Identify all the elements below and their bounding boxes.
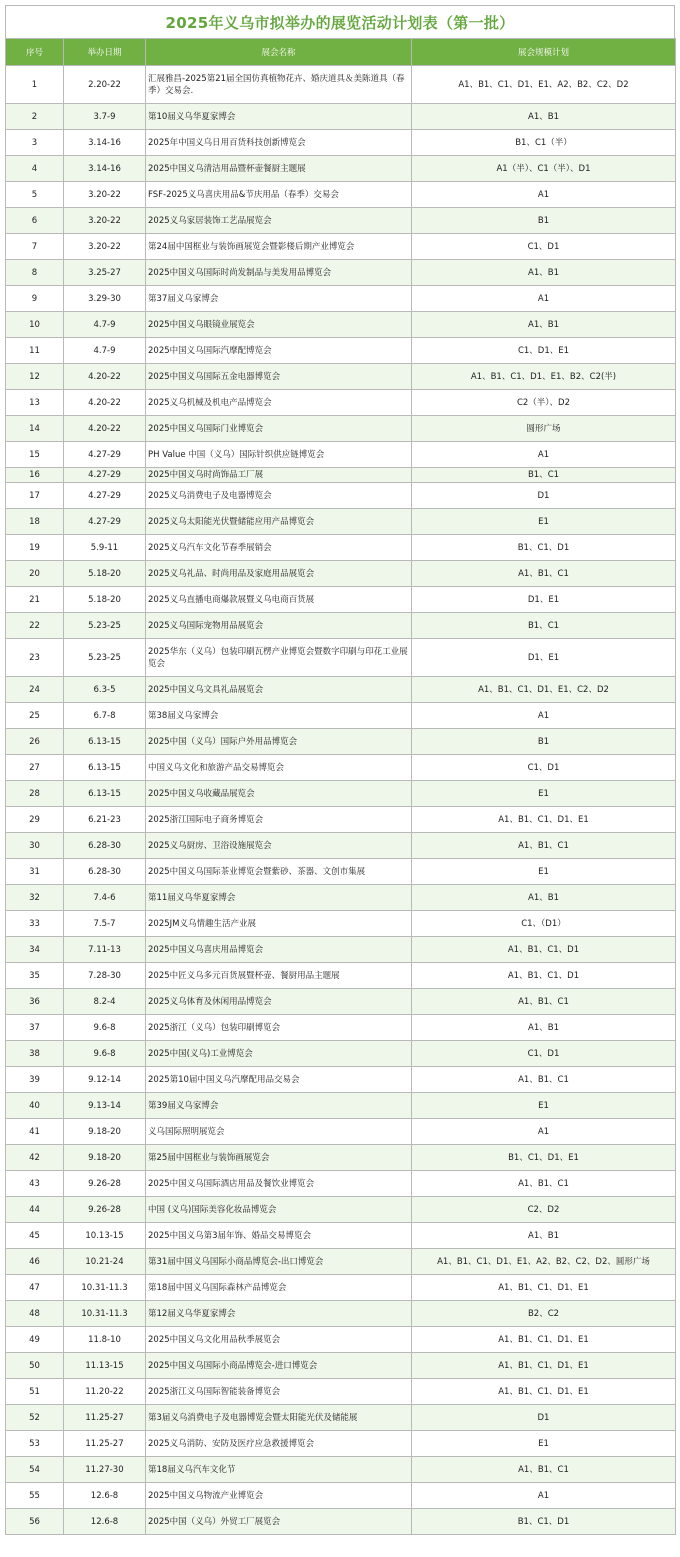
row-name-cell: 2025中国义乌清洁用品暨杯壶餐厨主题展: [146, 156, 412, 182]
row-name-cell: FSF-2025义乌喜庆用品&节庆用品（春季）交易会: [146, 182, 412, 208]
row-number-cell: 50: [6, 1353, 64, 1379]
row-date-cell: 7.5-7: [64, 911, 146, 937]
table-row: [6, 989, 676, 1015]
table-header-row: [6, 39, 676, 66]
table-row: [6, 1223, 676, 1249]
row-date-cell: 11.27-30: [64, 1457, 146, 1483]
table-row: [6, 1379, 676, 1405]
row-number-cell: 27: [6, 755, 64, 781]
row-plan-cell: C1、D1: [412, 234, 676, 260]
row-number-cell: 30: [6, 833, 64, 859]
row-date-cell: 12.6-8: [64, 1509, 146, 1535]
row-date-cell: 11.20-22: [64, 1379, 146, 1405]
table-row: [6, 260, 676, 286]
row-plan-cell: A1、B1、C1: [412, 1457, 676, 1483]
row-name-cell: 2025义乌太阳能光伏暨储能应用产品博览会: [146, 509, 412, 535]
row-number-cell: 6: [6, 208, 64, 234]
table-row: [6, 208, 676, 234]
table-row: [6, 1171, 676, 1197]
row-number-cell: 35: [6, 963, 64, 989]
table-row: [6, 442, 676, 468]
row-date-cell: 6.13-15: [64, 781, 146, 807]
row-name-cell: 2025中国义乌国际五金电器博览会: [146, 364, 412, 390]
row-plan-cell: A1、B1、C1、D1、E1、C2、D2: [412, 677, 676, 703]
row-name-cell: 中国 (义乌)国际美容化妆品博览会: [146, 1197, 412, 1223]
header-plan: 展会规模计划: [412, 39, 676, 66]
row-name-cell: 第24届中国框业与装饰画展览会暨影楼后期产业博览会: [146, 234, 412, 260]
row-number-cell: 4: [6, 156, 64, 182]
row-number-cell: 47: [6, 1275, 64, 1301]
row-number-cell: 18: [6, 509, 64, 535]
row-plan-cell: B1、C1、D1: [412, 535, 676, 561]
row-date-cell: 6.7-8: [64, 703, 146, 729]
row-plan-cell: B1、C1、D1: [412, 1509, 676, 1535]
row-number-cell: 40: [6, 1093, 64, 1119]
row-number-cell: 51: [6, 1379, 64, 1405]
row-number-cell: 38: [6, 1041, 64, 1067]
row-date-cell: 4.27-29: [64, 468, 146, 483]
row-plan-cell: D1: [412, 1405, 676, 1431]
schedule-sheet: [5, 5, 675, 1535]
row-name-cell: 2025浙江义乌国际智能装备博览会: [146, 1379, 412, 1405]
row-plan-cell: A1、B1、C1: [412, 989, 676, 1015]
row-date-cell: 4.20-22: [64, 364, 146, 390]
row-plan-cell: D1、E1: [412, 639, 676, 677]
row-date-cell: 9.26-28: [64, 1171, 146, 1197]
row-name-cell: 2025中国义乌国际门业博览会: [146, 416, 412, 442]
row-name-cell: 2025义乌直播电商爆款展暨义乌电商百货展: [146, 587, 412, 613]
row-number-cell: 28: [6, 781, 64, 807]
row-plan-cell: A1: [412, 1483, 676, 1509]
row-name-cell: 2025中国义乌眼镜业展览会: [146, 312, 412, 338]
row-date-cell: 9.18-20: [64, 1145, 146, 1171]
row-plan-cell: B1、C1、D1、E1: [412, 1145, 676, 1171]
row-name-cell: 第37届义乌家博会: [146, 286, 412, 312]
table-row: [6, 781, 676, 807]
row-date-cell: 6.28-30: [64, 833, 146, 859]
row-name-cell: 2025中国义乌文具礼品展览会: [146, 677, 412, 703]
row-number-cell: 48: [6, 1301, 64, 1327]
row-plan-cell: B1、C1: [412, 468, 676, 483]
row-name-cell: 2025中国义乌国际酒店用品及餐饮业博览会: [146, 1171, 412, 1197]
row-plan-cell: C1、D1: [412, 755, 676, 781]
row-plan-cell: A1、B1、C1、D1、E1、A2、B2、C2、D2: [412, 66, 676, 104]
row-name-cell: 2025JM义乌情趣生活产业展: [146, 911, 412, 937]
row-number-cell: 5: [6, 182, 64, 208]
row-number-cell: 32: [6, 885, 64, 911]
row-number-cell: 36: [6, 989, 64, 1015]
row-date-cell: 4.7-9: [64, 312, 146, 338]
row-date-cell: 3.29-30: [64, 286, 146, 312]
exhibition-table: [5, 38, 676, 1535]
row-plan-cell: B2、C2: [412, 1301, 676, 1327]
row-number-cell: 31: [6, 859, 64, 885]
row-number-cell: 2: [6, 104, 64, 130]
row-plan-cell: C2、D2: [412, 1197, 676, 1223]
table-row: [6, 1327, 676, 1353]
row-date-cell: 3.20-22: [64, 182, 146, 208]
row-name-cell: 2025中国义乌喜庆用品博览会: [146, 937, 412, 963]
table-row: [6, 338, 676, 364]
row-date-cell: 6.13-15: [64, 729, 146, 755]
row-date-cell: 4.27-29: [64, 509, 146, 535]
row-name-cell: 第3届义乌消费电子及电器博览会暨太阳能光伏及储能展: [146, 1405, 412, 1431]
row-name-cell: 2025义乌礼品、时尚用品及家庭用品展览会: [146, 561, 412, 587]
table-row: [6, 703, 676, 729]
row-number-cell: 7: [6, 234, 64, 260]
row-number-cell: 37: [6, 1015, 64, 1041]
row-date-cell: 4.27-29: [64, 483, 146, 509]
row-name-cell: 义乌国际照明展览会: [146, 1119, 412, 1145]
row-plan-cell: C2（半）、D2: [412, 390, 676, 416]
row-number-cell: 29: [6, 807, 64, 833]
row-date-cell: 2.20-22: [64, 66, 146, 104]
row-plan-cell: A1、B1、C1、D1: [412, 963, 676, 989]
row-number-cell: 16: [6, 468, 64, 483]
row-plan-cell: A1、B1、C1、D1、E1、A2、B2、C2、D2、圆形广场: [412, 1249, 676, 1275]
row-number-cell: 24: [6, 677, 64, 703]
table-row: [6, 1431, 676, 1457]
row-plan-cell: A1: [412, 703, 676, 729]
row-plan-cell: E1: [412, 859, 676, 885]
row-name-cell: 2025中国义乌收藏品展览会: [146, 781, 412, 807]
table-row: [6, 483, 676, 509]
table-row: [6, 312, 676, 338]
row-name-cell: 第39届义乌家博会: [146, 1093, 412, 1119]
row-number-cell: 12: [6, 364, 64, 390]
row-name-cell: 2025中国义乌国际茶业博览会暨紫砂、茶器、文创市集展: [146, 859, 412, 885]
row-name-cell: 2025中国（义乌）外贸工厂展览会: [146, 1509, 412, 1535]
row-date-cell: 5.18-20: [64, 561, 146, 587]
row-name-cell: 2025中匠义乌多元百货展暨杯壶、餐厨用品主题展: [146, 963, 412, 989]
row-plan-cell: A1、B1: [412, 885, 676, 911]
row-date-cell: 10.31-11.3: [64, 1275, 146, 1301]
row-name-cell: 2025年中国义乌日用百货科技创新博览会: [146, 130, 412, 156]
row-date-cell: 3.25-27: [64, 260, 146, 286]
row-number-cell: 3: [6, 130, 64, 156]
row-date-cell: 7.4-6: [64, 885, 146, 911]
table-row: [6, 911, 676, 937]
header-name: 展会名称: [146, 39, 412, 66]
table-row: [6, 364, 676, 390]
table-row: [6, 1015, 676, 1041]
row-plan-cell: A1、B1、C1、D1、E1、B2、C2(半): [412, 364, 676, 390]
row-plan-cell: A1: [412, 286, 676, 312]
row-number-cell: 46: [6, 1249, 64, 1275]
row-plan-cell: A1、B1: [412, 1223, 676, 1249]
row-date-cell: 4.20-22: [64, 390, 146, 416]
table-row: [6, 1145, 676, 1171]
row-number-cell: 11: [6, 338, 64, 364]
row-plan-cell: E1: [412, 781, 676, 807]
row-name-cell: 2025义乌消费电子及电器博览会: [146, 483, 412, 509]
row-date-cell: 11.25-27: [64, 1431, 146, 1457]
table-row: [6, 1275, 676, 1301]
row-date-cell: 11.13-15: [64, 1353, 146, 1379]
table-row: [6, 587, 676, 613]
row-plan-cell: A1（半）、C1（半）、D1: [412, 156, 676, 182]
table-row: [6, 1457, 676, 1483]
row-name-cell: 2025中国义乌文化用品秋季展览会: [146, 1327, 412, 1353]
row-date-cell: 5.9-11: [64, 535, 146, 561]
row-name-cell: 2025中国义乌第3届年饰、婚品交易博览会: [146, 1223, 412, 1249]
row-plan-cell: A1、B1: [412, 312, 676, 338]
row-name-cell: 第25届中国框业与装饰画展览会: [146, 1145, 412, 1171]
row-date-cell: 6.28-30: [64, 859, 146, 885]
row-name-cell: 2025中国义乌国际汽摩配博览会: [146, 338, 412, 364]
row-number-cell: 23: [6, 639, 64, 677]
row-number-cell: 41: [6, 1119, 64, 1145]
row-name-cell: 2025义乌消防、安防及医疗应急救援博览会: [146, 1431, 412, 1457]
row-date-cell: 3.14-16: [64, 156, 146, 182]
row-plan-cell: A1: [412, 1119, 676, 1145]
row-date-cell: 3.7-9: [64, 104, 146, 130]
row-name-cell: 第18届义乌汽车文化节: [146, 1457, 412, 1483]
table-row: [6, 677, 676, 703]
row-number-cell: 14: [6, 416, 64, 442]
row-name-cell: 2025中国（义乌）国际户外用品博览会: [146, 729, 412, 755]
table-row: [6, 390, 676, 416]
row-name-cell: 2025中国(义乌)工业博览会: [146, 1041, 412, 1067]
table-row: [6, 1119, 676, 1145]
row-plan-cell: E1: [412, 1093, 676, 1119]
row-date-cell: 12.6-8: [64, 1483, 146, 1509]
row-number-cell: 25: [6, 703, 64, 729]
row-number-cell: 49: [6, 1327, 64, 1353]
row-plan-cell: A1: [412, 442, 676, 468]
row-name-cell: 2025中国义乌国际小商品博览会-进口博览会: [146, 1353, 412, 1379]
row-date-cell: 3.14-16: [64, 130, 146, 156]
row-date-cell: 5.18-20: [64, 587, 146, 613]
row-number-cell: 13: [6, 390, 64, 416]
table-row: [6, 833, 676, 859]
page-title: 2025年义乌市拟举办的展览活动计划表（第一批）: [5, 5, 675, 38]
row-plan-cell: A1、B1、C1: [412, 1067, 676, 1093]
row-name-cell: 第10届义乌华夏家博会: [146, 104, 412, 130]
row-plan-cell: A1、B1、C1: [412, 561, 676, 587]
row-number-cell: 8: [6, 260, 64, 286]
row-number-cell: 33: [6, 911, 64, 937]
row-plan-cell: 圆形广场: [412, 416, 676, 442]
table-row: [6, 1249, 676, 1275]
row-plan-cell: A1、B1、C1、D1: [412, 937, 676, 963]
table-row: [6, 561, 676, 587]
row-date-cell: 4.27-29: [64, 442, 146, 468]
row-date-cell: 5.23-25: [64, 639, 146, 677]
row-number-cell: 10: [6, 312, 64, 338]
row-name-cell: 2025义乌机械及机电产品博览会: [146, 390, 412, 416]
row-date-cell: 9.12-14: [64, 1067, 146, 1093]
table-row: [6, 468, 676, 483]
row-date-cell: 9.26-28: [64, 1197, 146, 1223]
row-plan-cell: C1、D1: [412, 1041, 676, 1067]
table-row: [6, 755, 676, 781]
row-number-cell: 21: [6, 587, 64, 613]
row-date-cell: 6.21-23: [64, 807, 146, 833]
row-number-cell: 53: [6, 1431, 64, 1457]
table-row: [6, 130, 676, 156]
row-number-cell: 15: [6, 442, 64, 468]
row-name-cell: 第12届义乌华夏家博会: [146, 1301, 412, 1327]
row-date-cell: 4.7-9: [64, 338, 146, 364]
row-plan-cell: B1: [412, 729, 676, 755]
table-row: [6, 182, 676, 208]
row-plan-cell: A1、B1: [412, 260, 676, 286]
table-row: [6, 1041, 676, 1067]
row-name-cell: 第18届中国义乌国际森林产品博览会: [146, 1275, 412, 1301]
row-plan-cell: A1、B1、C1、D1、E1: [412, 807, 676, 833]
row-number-cell: 39: [6, 1067, 64, 1093]
table-row: [6, 156, 676, 182]
row-name-cell: 第38届义乌家博会: [146, 703, 412, 729]
row-number-cell: 43: [6, 1171, 64, 1197]
row-name-cell: 2025浙江（义乌）包装印刷博览会: [146, 1015, 412, 1041]
row-plan-cell: A1、B1、C1: [412, 833, 676, 859]
row-name-cell: 第11届义乌华夏家博会: [146, 885, 412, 911]
row-name-cell: 2025中国义乌国际时尚发制品与美发用品博览会: [146, 260, 412, 286]
row-plan-cell: C1、D1、E1: [412, 338, 676, 364]
row-name-cell: 2025中国义乌物流产业博览会: [146, 1483, 412, 1509]
row-name-cell: 2025义乌汽车文化节春季展销会: [146, 535, 412, 561]
table-row: [6, 416, 676, 442]
row-name-cell: 中国义乌文化和旅游产品交易博览会: [146, 755, 412, 781]
row-number-cell: 34: [6, 937, 64, 963]
row-name-cell: 第31届中国义乌国际小商品博览会-出口博览会: [146, 1249, 412, 1275]
row-plan-cell: A1、B1、C1、D1、E1: [412, 1327, 676, 1353]
table-row: [6, 937, 676, 963]
table-row: [6, 885, 676, 911]
table-row: [6, 104, 676, 130]
row-number-cell: 1: [6, 66, 64, 104]
row-plan-cell: A1: [412, 182, 676, 208]
table-row: [6, 286, 676, 312]
row-date-cell: 10.13-15: [64, 1223, 146, 1249]
table-row: [6, 807, 676, 833]
row-name-cell: 2025义乌国际宠物用品展览会: [146, 613, 412, 639]
table-row: [6, 1301, 676, 1327]
table-row: [6, 234, 676, 260]
row-plan-cell: A1、B1: [412, 1015, 676, 1041]
table-row: [6, 1197, 676, 1223]
row-number-cell: 54: [6, 1457, 64, 1483]
table-row: [6, 535, 676, 561]
row-plan-cell: B1、C1: [412, 613, 676, 639]
table-row: [6, 859, 676, 885]
row-name-cell: 2025中国义乌时尚饰品工厂展: [146, 468, 412, 483]
row-plan-cell: A1、B1、C1: [412, 1171, 676, 1197]
row-plan-cell: A1、B1、C1、D1、E1: [412, 1275, 676, 1301]
row-date-cell: 6.3-5: [64, 677, 146, 703]
row-date-cell: 9.13-14: [64, 1093, 146, 1119]
row-name-cell: 2025义乌体育及休闲用品博览会: [146, 989, 412, 1015]
table-row: [6, 1483, 676, 1509]
row-number-cell: 17: [6, 483, 64, 509]
table-row: [6, 509, 676, 535]
row-name-cell: 2025义乌厨房、卫浴设施展览会: [146, 833, 412, 859]
row-date-cell: 9.6-8: [64, 1015, 146, 1041]
row-number-cell: 42: [6, 1145, 64, 1171]
table-row: [6, 963, 676, 989]
row-date-cell: 3.20-22: [64, 208, 146, 234]
header-no: 序号: [6, 39, 64, 66]
table-row: [6, 1067, 676, 1093]
row-name-cell: 汇展雅昌-2025第21届全国仿真植物花卉、婚庆道具＆美陈道具（春季）交易会.: [146, 66, 412, 104]
row-date-cell: 8.2-4: [64, 989, 146, 1015]
row-name-cell: PH Value 中国（义乌）国际针织供应链博览会: [146, 442, 412, 468]
row-date-cell: 9.18-20: [64, 1119, 146, 1145]
row-plan-cell: A1、B1: [412, 104, 676, 130]
row-number-cell: 56: [6, 1509, 64, 1535]
row-plan-cell: E1: [412, 509, 676, 535]
table-row: [6, 1405, 676, 1431]
table-row: [6, 1509, 676, 1535]
row-plan-cell: B1、C1（半）: [412, 130, 676, 156]
row-date-cell: 11.25-27: [64, 1405, 146, 1431]
row-plan-cell: D1: [412, 483, 676, 509]
row-number-cell: 26: [6, 729, 64, 755]
row-date-cell: 11.8-10: [64, 1327, 146, 1353]
row-plan-cell: C1、（D1）: [412, 911, 676, 937]
table-row: [6, 66, 676, 104]
row-name-cell: 2025华东（义乌）包装印刷瓦楞产业博览会暨数字印刷与印花工业展览会: [146, 639, 412, 677]
row-name-cell: 2025浙江国际电子商务博览会: [146, 807, 412, 833]
row-name-cell: 2025义乌家居装饰工艺品展览会: [146, 208, 412, 234]
row-plan-cell: B1: [412, 208, 676, 234]
row-date-cell: 10.21-24: [64, 1249, 146, 1275]
row-number-cell: 20: [6, 561, 64, 587]
table-row: [6, 729, 676, 755]
row-number-cell: 52: [6, 1405, 64, 1431]
row-date-cell: 7.11-13: [64, 937, 146, 963]
table-row: [6, 639, 676, 677]
row-date-cell: 4.20-22: [64, 416, 146, 442]
row-number-cell: 45: [6, 1223, 64, 1249]
row-plan-cell: D1、E1: [412, 587, 676, 613]
table-body: [6, 66, 676, 1535]
row-name-cell: 2025第10届中国义乌汽摩配用品交易会: [146, 1067, 412, 1093]
row-plan-cell: A1、B1、C1、D1、E1: [412, 1353, 676, 1379]
header-date: 举办日期: [64, 39, 146, 66]
row-number-cell: 44: [6, 1197, 64, 1223]
row-date-cell: 3.20-22: [64, 234, 146, 260]
row-number-cell: 22: [6, 613, 64, 639]
row-date-cell: 10.31-11.3: [64, 1301, 146, 1327]
row-number-cell: 9: [6, 286, 64, 312]
row-date-cell: 9.6-8: [64, 1041, 146, 1067]
row-plan-cell: A1、B1、C1、D1、E1: [412, 1379, 676, 1405]
row-date-cell: 7.28-30: [64, 963, 146, 989]
row-date-cell: 5.23-25: [64, 613, 146, 639]
table-row: [6, 1093, 676, 1119]
table-row: [6, 1353, 676, 1379]
row-number-cell: 55: [6, 1483, 64, 1509]
table-row: [6, 613, 676, 639]
row-plan-cell: E1: [412, 1431, 676, 1457]
row-number-cell: 19: [6, 535, 64, 561]
row-date-cell: 6.13-15: [64, 755, 146, 781]
